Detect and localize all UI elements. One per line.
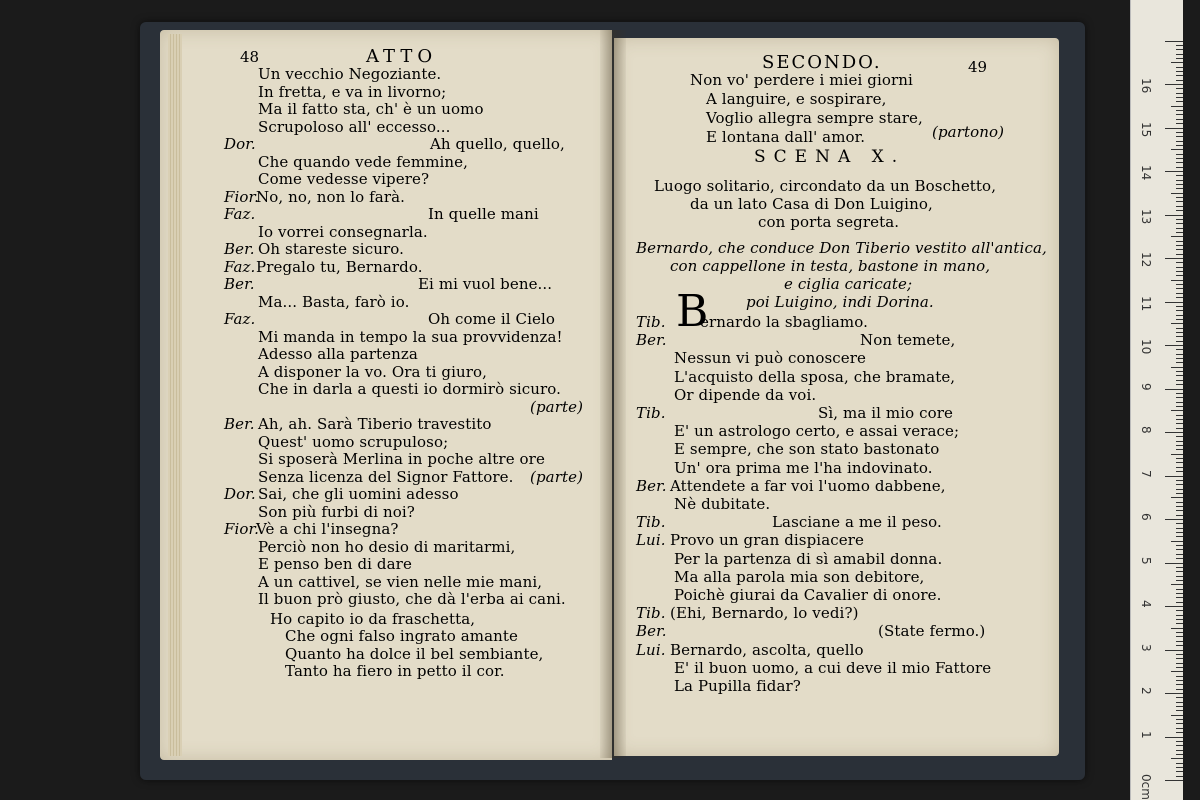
ruler-tick — [1176, 75, 1183, 76]
ruler-tick — [1176, 167, 1183, 168]
ruler-tick — [1171, 715, 1183, 716]
verse-line: E lontana dall' amor. — [706, 128, 866, 146]
verse-line: Provo un gran dispiacere — [670, 531, 864, 550]
ruler-tick — [1176, 741, 1183, 742]
ruler-tick — [1165, 563, 1183, 564]
ruler-tick — [1165, 84, 1183, 85]
ruler-tick — [1176, 745, 1183, 746]
ruler-tick — [1176, 375, 1183, 376]
verse-line: Poichè giurai da Cavalier di onore. — [674, 586, 942, 604]
ruler-tick — [1176, 393, 1183, 394]
verse-line: La Pupilla fidar? — [674, 677, 801, 695]
ruler-tick — [1176, 449, 1183, 450]
ruler-tick — [1176, 528, 1183, 529]
ruler-tick — [1165, 215, 1183, 216]
speaker-label: Tib. — [636, 604, 666, 623]
ruler-tick — [1171, 280, 1183, 281]
ruler-tick — [1176, 123, 1183, 124]
ruler-tick — [1165, 258, 1183, 259]
ruler-tick — [1176, 145, 1183, 146]
ruler-tick — [1165, 650, 1183, 651]
ruler-tick — [1165, 519, 1183, 520]
ruler-number: 15 — [1139, 121, 1153, 137]
ruler-tick — [1176, 480, 1183, 481]
ruler-tick — [1176, 162, 1183, 163]
measurement-ruler — [1130, 0, 1183, 800]
ruler-tick — [1176, 506, 1183, 507]
ruler-tick — [1176, 319, 1183, 320]
verse-line: Nessun vi può conoscere — [674, 349, 867, 368]
verse-line: Oh come il Cielo — [428, 310, 555, 328]
ruler-tick — [1176, 101, 1183, 102]
ruler-tick — [1165, 171, 1183, 172]
ruler-tick — [1176, 358, 1183, 359]
ruler-tick — [1176, 415, 1183, 416]
ruler-tick — [1176, 288, 1183, 289]
ruler-tick — [1176, 136, 1183, 137]
ruler-tick — [1176, 723, 1183, 724]
speaker-label: Ber. — [636, 331, 667, 350]
ruler-tick — [1176, 406, 1183, 407]
speaker-label: Tib. — [636, 313, 666, 331]
ruler-tick — [1171, 584, 1183, 585]
ruler-tick — [1176, 201, 1183, 202]
ruler-tick — [1176, 458, 1183, 459]
ruler-tick — [1176, 180, 1183, 181]
ruler-tick — [1176, 776, 1183, 777]
ruler-tick — [1176, 232, 1183, 233]
ruler-tick — [1176, 580, 1183, 581]
ruler-tick — [1176, 641, 1183, 642]
speaker-label: Tib. — [636, 513, 666, 532]
ruler-tick — [1176, 663, 1183, 664]
ruler-tick — [1176, 632, 1183, 633]
ruler-tick — [1176, 219, 1183, 220]
verse-line: ernardo la sbagliamo. — [700, 313, 868, 331]
ruler-tick — [1176, 71, 1183, 72]
ruler-tick — [1176, 732, 1183, 733]
page-edges — [168, 34, 182, 756]
ruler-tick — [1165, 606, 1183, 607]
ruler-tick — [1176, 249, 1183, 250]
ruler-tick — [1165, 41, 1183, 42]
ruler-tick — [1176, 141, 1183, 142]
ruler-tick — [1176, 332, 1183, 333]
speaker-label: Faz. — [224, 310, 256, 328]
ruler-tick — [1176, 771, 1183, 772]
verse-line: Per la partenza di sì amabil donna. — [674, 549, 943, 568]
page-number-right: 49 — [968, 58, 988, 76]
ruler-number: 8 — [1139, 426, 1153, 434]
ruler-tick — [1176, 654, 1183, 655]
ruler-tick — [1165, 780, 1183, 781]
stage-direction-line: e ciglia caricate; — [784, 275, 913, 293]
verse-line: E penso ben di dare — [258, 555, 412, 573]
ruler-tick — [1176, 67, 1183, 68]
verse-line: Bernardo, ascolta, quello — [670, 640, 864, 659]
ruler-number: 13 — [1139, 208, 1153, 224]
verse-line: Perciò non ho desio di maritarmi, — [258, 537, 516, 556]
verse-line: Sì, ma il mio core — [818, 404, 954, 422]
speaker-label: Ber. — [224, 275, 255, 293]
ruler-tick — [1176, 728, 1183, 729]
ruler-tick — [1165, 345, 1183, 346]
ruler-number: 9 — [1139, 382, 1153, 391]
ruler-tick — [1165, 693, 1183, 694]
ruler-tick — [1176, 545, 1183, 546]
speaker-label: Fior. — [224, 187, 260, 206]
ruler-tick — [1176, 689, 1183, 690]
ruler-tick — [1176, 119, 1183, 120]
ruler-tick — [1176, 262, 1183, 263]
ruler-tick — [1176, 93, 1183, 94]
speaker-label: Fior. — [224, 520, 260, 538]
ruler-tick — [1176, 284, 1183, 285]
ruler-tick — [1176, 462, 1183, 463]
ruler-tick — [1176, 184, 1183, 185]
page-number-left: 48 — [240, 48, 260, 66]
ruler-tick — [1176, 175, 1183, 176]
ruler-tick — [1176, 354, 1183, 355]
verse-line: Non temete, — [860, 331, 956, 350]
ruler-tick — [1176, 623, 1183, 624]
ruler-tick — [1176, 271, 1183, 272]
ruler-tick — [1176, 706, 1183, 707]
ruler-tick — [1176, 667, 1183, 668]
ruler-tick — [1176, 97, 1183, 98]
ruler-tick — [1176, 423, 1183, 424]
ruler-number: 0cm — [1139, 774, 1153, 800]
ruler-tick — [1176, 532, 1183, 533]
verse-line: Si sposerà Merlina in poche altre ore — [258, 450, 545, 468]
verse-line: Voglio allegra sempre stare, — [706, 109, 923, 127]
ruler-tick — [1176, 767, 1183, 768]
ruler-tick — [1176, 619, 1183, 620]
ruler-tick — [1176, 710, 1183, 711]
ruler-tick — [1176, 697, 1183, 698]
verse-line: (State fermo.) — [878, 622, 986, 641]
ruler-tick — [1176, 297, 1183, 298]
ruler-tick — [1176, 445, 1183, 446]
ruler-number: 3 — [1139, 643, 1153, 652]
ruler-tick — [1171, 410, 1183, 411]
ruler-tick — [1176, 336, 1183, 337]
ruler-number: 2 — [1139, 687, 1153, 695]
verse-line: Non vo' perdere i miei giorni — [690, 71, 913, 89]
ruler-tick — [1176, 615, 1183, 616]
ruler-tick — [1165, 302, 1183, 303]
ruler-number: 4 — [1139, 600, 1153, 608]
verse-line: Ah, ah. Sarà Tiberio travestito — [258, 415, 492, 433]
ruler-tick — [1176, 684, 1183, 685]
ruler-tick — [1176, 484, 1183, 485]
setting-line: con porta segreta. — [758, 213, 900, 231]
ruler-tick — [1176, 293, 1183, 294]
ruler-tick — [1176, 245, 1183, 246]
ruler-tick — [1176, 702, 1183, 703]
ruler-tick — [1176, 558, 1183, 559]
verse-line: Un' ora prima me l'ha indovinato. — [674, 458, 933, 477]
speaker-label: Lui. — [636, 640, 666, 659]
stage-direction-parte: (parte) — [530, 467, 584, 486]
ruler-tick — [1176, 267, 1183, 268]
ruler-number: 6 — [1139, 513, 1153, 521]
ruler-tick — [1176, 371, 1183, 372]
speaker-label: Faz. — [224, 205, 256, 223]
ruler-number: 16 — [1139, 78, 1153, 94]
ruler-number: 14 — [1139, 165, 1153, 181]
verse-line: Or dipende da voi. — [674, 385, 817, 404]
verse-line: Che ogni falso ingrato amante — [285, 627, 519, 645]
ruler-tick — [1176, 554, 1183, 555]
ruler-tick — [1176, 328, 1183, 329]
verse-line: Che quando vede femmine, — [258, 152, 469, 171]
verse-line: Tanto ha fiero in petto il cor. — [285, 662, 505, 680]
ruler-tick — [1171, 323, 1183, 324]
verse-line: Quest' uomo scrupuloso; — [258, 432, 449, 451]
ruler-tick — [1176, 206, 1183, 207]
ruler-tick — [1176, 315, 1183, 316]
ruler-tick — [1171, 193, 1183, 194]
running-header-right: SECONDO. — [762, 52, 882, 73]
verse-line: Ah quello, quello, — [430, 135, 565, 153]
ruler-tick — [1176, 310, 1183, 311]
running-header-left: ATTO — [366, 46, 438, 67]
verse-line: Lasciane a me il peso. — [772, 513, 942, 532]
ruler-tick — [1176, 658, 1183, 659]
verse-line: Vè a chi l'insegna? — [256, 520, 399, 538]
verse-line: Io vorrei consegnarla. — [258, 222, 428, 241]
verse-line: In quelle mani — [428, 205, 539, 223]
ruler-tick — [1176, 402, 1183, 403]
ruler-tick — [1176, 754, 1183, 755]
ruler-tick — [1176, 589, 1183, 590]
ruler-number: 12 — [1139, 252, 1153, 268]
ruler-tick — [1176, 210, 1183, 211]
ruler-tick — [1176, 523, 1183, 524]
ruler-tick — [1176, 597, 1183, 598]
ruler-tick — [1176, 750, 1183, 751]
ruler-tick — [1176, 132, 1183, 133]
ruler-tick — [1171, 106, 1183, 107]
ruler-tick — [1176, 676, 1183, 677]
ruler-tick — [1176, 645, 1183, 646]
ruler-tick — [1176, 384, 1183, 385]
ruler-tick — [1176, 593, 1183, 594]
verse-line: E' un astrologo certo, e assai verace; — [674, 422, 960, 441]
ruler-number: 7 — [1139, 469, 1153, 478]
ruler-tick — [1171, 758, 1183, 759]
ruler-number: 5 — [1139, 556, 1153, 565]
verse-line: Ma... Basta, farò io. — [258, 292, 410, 311]
verse-line: Scrupoloso all' eccesso... — [258, 117, 451, 136]
ruler-tick — [1176, 275, 1183, 276]
ruler-tick — [1176, 489, 1183, 490]
verse-line: Ma alla parola mia son debitore, — [674, 567, 925, 586]
ruler-tick — [1171, 367, 1183, 368]
ruler-tick — [1176, 49, 1183, 50]
ruler-tick — [1176, 636, 1183, 637]
verse-line: Ho capito io da fraschetta, — [270, 609, 476, 628]
ruler-tick — [1176, 154, 1183, 155]
verse-line: Ei mi vuol bene... — [418, 275, 553, 293]
verse-line: Senza licenza del Signor Fattore. — [258, 467, 514, 486]
speaker-label: Ber. — [224, 415, 255, 433]
ruler-tick — [1176, 223, 1183, 224]
verse-line: L'acquisto della sposa, che bramate, — [674, 367, 956, 386]
ruler-tick — [1176, 197, 1183, 198]
verse-line: A disponer la vo. Ora ti giuro, — [258, 362, 487, 381]
verse-line: Sai, che gli uomini adesso — [258, 485, 459, 503]
speaker-label: Dor. — [224, 135, 256, 153]
verse-line: Mi manda in tempo la sua provvidenza! — [258, 327, 563, 346]
ruler-tick — [1176, 576, 1183, 577]
ruler-tick — [1176, 719, 1183, 720]
ruler-tick — [1176, 602, 1183, 603]
ruler-tick — [1176, 680, 1183, 681]
verse-line: Son più furbi di noi? — [258, 502, 415, 521]
verse-line: Attendete a far voi l'uomo dabbene, — [670, 476, 946, 495]
verse-line: Come vedesse vipere? — [258, 170, 430, 188]
speaker-label: Ber. — [224, 240, 255, 258]
speaker-label: Lui. — [636, 531, 666, 550]
verse-line: Il buon prò giusto, che dà l'erba ai cani. — [258, 590, 566, 608]
setting-line: da un lato Casa di Don Luigino, — [690, 195, 933, 213]
ruler-number: 10 — [1139, 339, 1153, 355]
verse-line: (parte) — [530, 397, 584, 416]
stage-direction-line: con cappellone in testa, bastone in mano, — [670, 257, 991, 275]
speaker-label: Faz. — [224, 257, 256, 276]
ruler-tick — [1176, 493, 1183, 494]
verse-line: A un cattivel, se vien nelle mie mani, — [258, 572, 543, 591]
ruler-tick — [1165, 128, 1183, 129]
ruler-tick — [1176, 536, 1183, 537]
ruler-tick — [1176, 254, 1183, 255]
scene-title: SCENA X. — [754, 147, 906, 167]
ruler-tick — [1176, 45, 1183, 46]
ruler-tick — [1176, 349, 1183, 350]
ruler-tick — [1176, 114, 1183, 115]
stage-direction-line: poi Luigino, indi Dorina. — [746, 293, 934, 311]
setting-line: Luogo solitario, circondato da un Boschetto, — [654, 177, 997, 195]
book-gutter — [600, 30, 626, 758]
ruler-tick — [1176, 188, 1183, 189]
ruler-tick — [1176, 54, 1183, 55]
speaker-label: Dor. — [224, 485, 256, 503]
drop-cap: B — [676, 286, 709, 337]
verse-line: Un vecchio Negoziante. — [258, 65, 442, 83]
ruler-tick — [1171, 236, 1183, 237]
ruler-tick — [1171, 454, 1183, 455]
verse-line: E sempre, che son stato bastonato — [674, 440, 940, 459]
verse-line: (Ehi, Bernardo, lo vedi?) — [670, 604, 859, 623]
ruler-tick — [1176, 567, 1183, 568]
ruler-tick — [1171, 541, 1183, 542]
verse-line: Nè dubitate. — [674, 495, 771, 513]
speaker-label: Ber. — [636, 476, 667, 495]
ruler-tick — [1176, 419, 1183, 420]
ruler-number: 1 — [1139, 730, 1153, 739]
speaker-label: Tib. — [636, 404, 666, 422]
ruler-tick — [1176, 436, 1183, 437]
ruler-tick — [1176, 510, 1183, 511]
stage-direction-partono: (partono) — [932, 123, 1005, 141]
verse-line: In fretta, e va in livorno; — [258, 82, 447, 101]
ruler-tick — [1176, 88, 1183, 89]
ruler-tick — [1176, 397, 1183, 398]
ruler-tick — [1176, 571, 1183, 572]
verse-line: Ma il fatto sta, ch' è un uomo — [258, 100, 484, 118]
ruler-tick — [1176, 158, 1183, 159]
ruler-tick — [1176, 441, 1183, 442]
verse-line: E' il buon uomo, a cui deve il mio Fattore — [674, 658, 992, 677]
ruler-tick — [1171, 628, 1183, 629]
ruler-number: 11 — [1139, 295, 1153, 311]
ruler-tick — [1165, 737, 1183, 738]
verse-line: No, no, non lo farà. — [256, 187, 406, 206]
ruler-tick — [1165, 476, 1183, 477]
ruler-tick — [1176, 380, 1183, 381]
ruler-tick — [1165, 432, 1183, 433]
ruler-tick — [1171, 497, 1183, 498]
ruler-tick — [1176, 241, 1183, 242]
verse-line: Oh stareste sicuro. — [258, 240, 404, 258]
ruler-tick — [1176, 467, 1183, 468]
ruler-tick — [1171, 671, 1183, 672]
stage-direction-line: Bernardo, che conduce Don Tiberio vestito all'antica, — [636, 239, 1047, 257]
ruler-tick — [1176, 362, 1183, 363]
ruler-tick — [1171, 62, 1183, 63]
ruler-tick — [1176, 428, 1183, 429]
verse-line: Pregalo tu, Bernardo. — [256, 257, 423, 276]
verse-line: Adesso alla partenza — [258, 345, 418, 363]
ruler-tick — [1176, 610, 1183, 611]
ruler-tick — [1176, 502, 1183, 503]
ruler-tick — [1176, 471, 1183, 472]
ruler-tick — [1176, 58, 1183, 59]
ruler-tick — [1176, 228, 1183, 229]
speaker-label: Ber. — [636, 622, 667, 641]
ruler-tick — [1176, 515, 1183, 516]
ruler-tick — [1176, 549, 1183, 550]
ruler-tick — [1176, 80, 1183, 81]
verse-line: Quanto ha dolce il bel sembiante, — [285, 644, 544, 663]
ruler-tick — [1165, 389, 1183, 390]
ruler-tick — [1176, 763, 1183, 764]
verse-line: A languire, e sospirare, — [706, 90, 887, 108]
verse-line: Che in darla a questi io dormirò sicuro. — [258, 380, 562, 398]
ruler-tick — [1171, 149, 1183, 150]
ruler-tick — [1176, 306, 1183, 307]
ruler-tick — [1176, 341, 1183, 342]
ruler-tick — [1176, 110, 1183, 111]
